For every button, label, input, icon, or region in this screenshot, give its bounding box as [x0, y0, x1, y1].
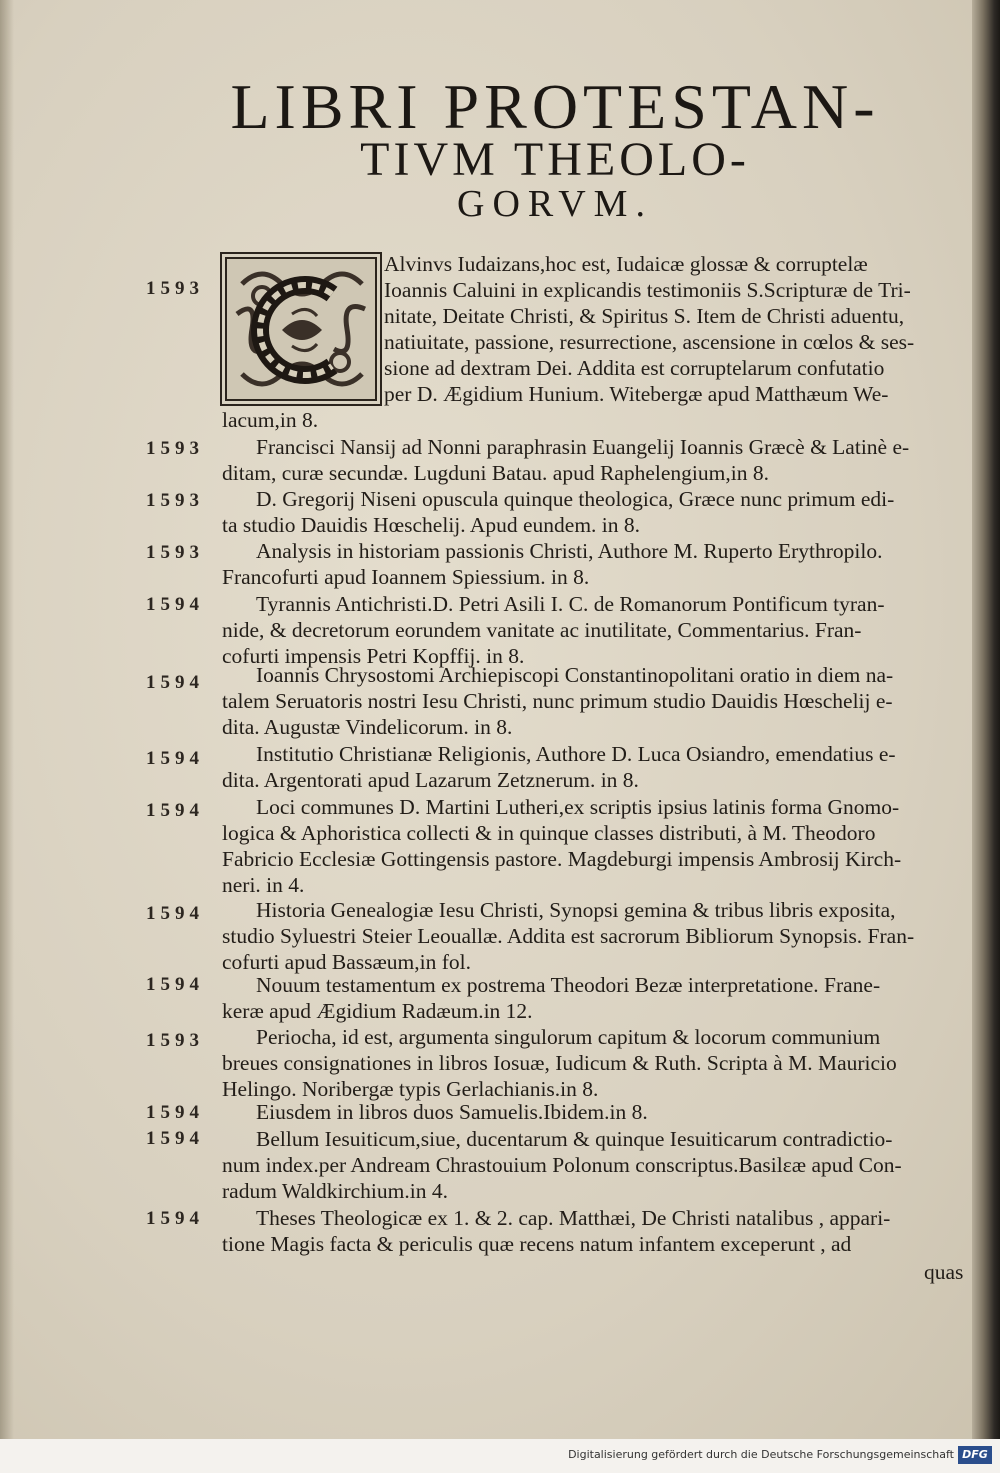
entry-year: 1594: [146, 1128, 204, 1149]
entry-text-line: tione Magis facta & periculis quæ recens natum infantem exceperunt , ad: [222, 1232, 852, 1256]
entry-text-line: nide, & decretorum eorundem vanitate ac inutilitate, Commentarius. Fran-: [222, 618, 862, 642]
entry-text-line: Ioannis Chrysostomi Archiepiscopi Constantinopolitani oratio in diem na-: [256, 663, 894, 687]
entry-text-line: breues consignationes in libros Iosuæ, Iudicum & Ruth. Scripta à M. Mauricio: [222, 1051, 897, 1075]
funding-credit-text: Digitalisierung gefördert durch die Deutsche Forschungsgemeinschaft: [568, 1448, 954, 1461]
entry-text-line: ta studio Dauidis Hœschelij. Apud eundem. in 8.: [222, 513, 641, 537]
entry-text-line: Institutio Christianæ Religionis, Authore D. Luca Osiandro, emendatius e-: [256, 742, 896, 766]
entry-year: 1593: [146, 542, 204, 563]
entry-text-line: Loci communes D. Martini Lutheri,ex scriptis ipsius latinis forma Gnomo-: [256, 795, 900, 819]
entry-text-line: Analysis in historiam passionis Christi, Authore M. Ruperto Erythropilo.: [256, 539, 883, 563]
entry-year: 1594: [146, 903, 204, 924]
entry-text-line: per D. Ægidium Hunium. Witebergæ apud Matthæum We-: [384, 382, 889, 406]
entry-text-line: Alvinvs Iudaizans,hoc est, Iudaicæ glossæ & corruptelæ: [384, 252, 868, 276]
entry-year: 1594: [146, 672, 204, 693]
entry-year: 1594: [146, 974, 204, 995]
entry-text-line: Bellum Iesuiticum,siue, ducentarum & quinque Iesuiticarum contradictio-: [256, 1127, 893, 1151]
heading-line-2: TIVM THEOLO-: [360, 133, 750, 186]
entry-text-line: keræ apud Ægidium Radæum.in 12.: [222, 999, 533, 1023]
digitization-footer: [0, 1439, 1000, 1473]
entry-text-line: studio Syluestri Steier Leouallæ. Addita est sacrorum Bibliorum Synopsis. Fran-: [222, 924, 915, 948]
entry-year: 1593: [146, 1030, 204, 1051]
entry-text-line: D. Gregorij Niseni opuscula quinque theologica, Græce nunc primum edi-: [256, 487, 895, 511]
page-left-shadow: [0, 0, 14, 1473]
heading-line-3: GORVM.: [457, 183, 653, 225]
entry-text-line: Ioannis Caluini in explicandis testimoniis S.Scripturæ de Tri-: [384, 278, 911, 302]
entry-year: 1593: [146, 278, 204, 299]
entry-text-line: radum Waldkirchium.in 4.: [222, 1179, 448, 1203]
entry-text-line: Nouum testamentum ex postrema Theodori Bezæ interpretatione. Frane-: [256, 973, 881, 997]
catchword: quas: [924, 1260, 964, 1284]
entry-text-line: cofurti impensis Petri Kopffij. in 8.: [222, 644, 525, 668]
entry-year: 1594: [146, 800, 204, 821]
entry-text-line: Tyrannis Antichristi.D. Petri Asili I. C. de Romanorum Pontificum tyran-: [256, 592, 885, 616]
entry-text-line: Fabricio Ecclesiæ Gottingensis pastore. Magdeburgi impensis Ambrosij Kirch-: [222, 847, 902, 871]
decorated-initial-c-icon: [220, 252, 382, 406]
entry-text-line: dita. Argentorati apud Lazarum Zetznerum. in 8.: [222, 768, 639, 792]
entry-year: 1594: [146, 1102, 204, 1123]
entry-text-line: Historia Genealogiæ Iesu Christi, Synopsi gemina & tribus libris exposita,: [256, 898, 896, 922]
entry-text-line: nitate, Deitate Christi, & Spiritus S. Item de Christi aduentu,: [384, 304, 905, 328]
entry-text-line: Theses Theologicæ ex 1. & 2. cap. Matthæi, De Christi natalibus , appari-: [256, 1206, 891, 1230]
entry-text-line: neri. in 4.: [222, 873, 305, 897]
entry-text-line: natiuitate, passione, resurrectione, ascensione in cœlos & ses-: [384, 330, 915, 354]
heading-line-1: LIBRI PROTESTAN-: [230, 71, 880, 142]
entry-text-line: lacum,in 8.: [222, 408, 319, 432]
entry-year: 1594: [146, 594, 204, 615]
book-spine-edge: [972, 0, 1000, 1473]
entry-text-line: Helingo. Noribergæ typis Gerlachianis.in 8.: [222, 1077, 599, 1101]
entry-text-line: sione ad dextram Dei. Addita est corruptelarum confutatio: [384, 356, 885, 380]
entry-year: 1593: [146, 490, 204, 511]
dfg-logo: DFG: [958, 1446, 992, 1464]
entry-text-line: Periocha, id est, argumenta singulorum capitum & locorum communium: [256, 1025, 881, 1049]
entry-text-line: Eiusdem in libros duos Samuelis.Ibidem.in 8.: [256, 1100, 648, 1124]
entry-text-line: Francisci Nansij ad Nonni paraphrasin Euangelij Ioannis Græcè & Latinè e-: [256, 435, 910, 459]
entry-text-line: talem Seruatoris nostri Iesu Christi, nunc primum studio Dauidis Hœschelij e-: [222, 689, 893, 713]
entry-text-line: cofurti apud Bassæum,in fol.: [222, 950, 472, 974]
entry-text-line: Francofurti apud Ioannem Spiessium. in 8.: [222, 565, 590, 589]
entry-year: 1594: [146, 748, 204, 769]
entry-text-line: logica & Aphoristica collecti & in quinque classes distributi, à M. Theodoro: [222, 821, 876, 845]
entry-year: 1593: [146, 438, 204, 459]
entry-text-line: dita. Augustæ Vindelicorum. in 8.: [222, 715, 513, 739]
entry-text-line: num index.per Andream Chrastouium Polonum conscriptus.Basilεæ apud Con-: [222, 1153, 902, 1177]
entry-text-line: ditam, curæ secundæ. Lugduni Batau. apud Raphelengium,in 8.: [222, 461, 769, 485]
entry-year: 1594: [146, 1208, 204, 1229]
